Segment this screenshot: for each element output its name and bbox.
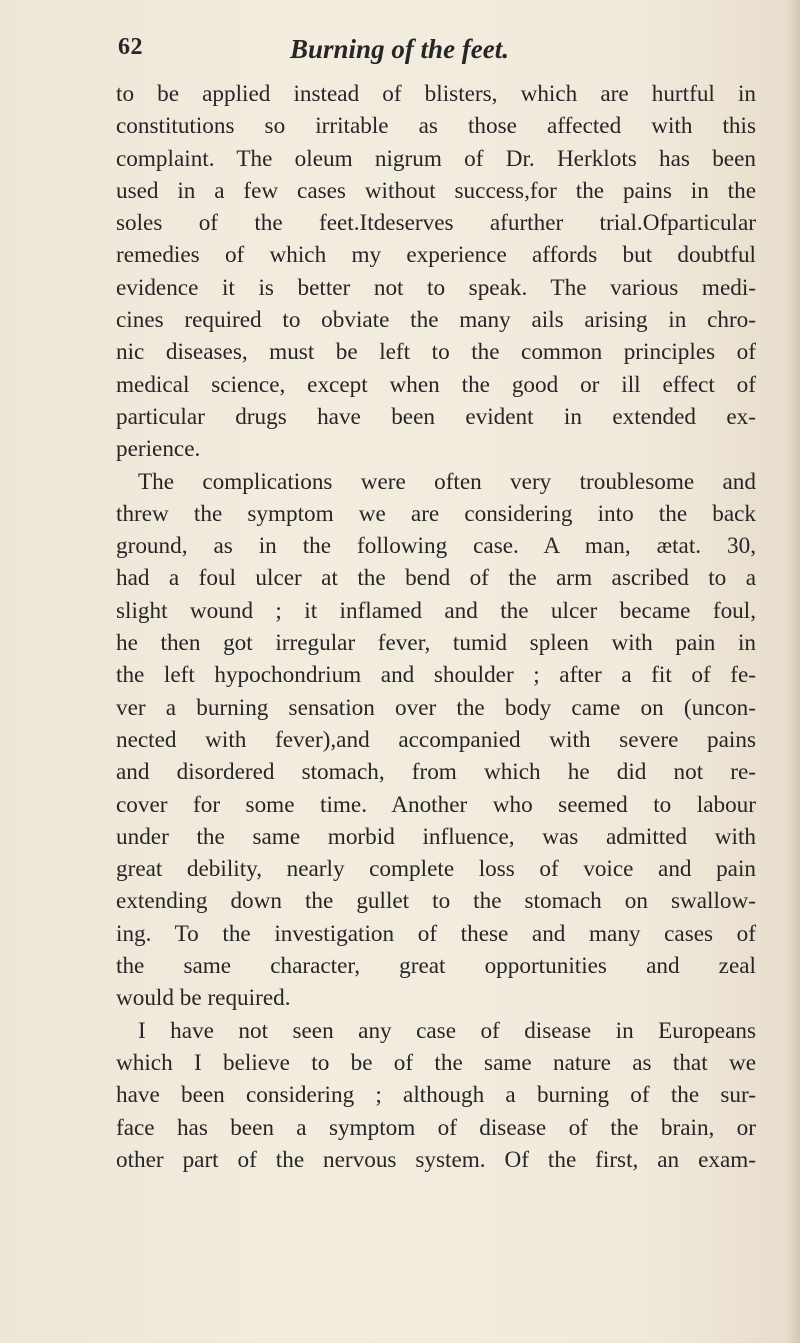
text-line: would be required. (116, 985, 291, 1012)
text-line: under the same morbid influence, was admitted with (116, 823, 756, 850)
text-line: The complications were often very troublesome and (138, 468, 756, 495)
text-line: I have not seen any case of disease in Europeans (138, 1017, 756, 1044)
text-line: which I believe to be of the same nature as that we (116, 1049, 756, 1076)
text-line: ground, as in the following case. A man, ætat. 30, (116, 533, 756, 560)
text-line: complaint. The oleum nigrum of Dr. Herklots has been (116, 145, 756, 172)
text-line: the same character, great opportunities and zeal (116, 953, 756, 980)
text-line: he then got irregular fever, tumid spleen with pain in (116, 630, 756, 657)
text-line: cines required to obviate the many ails arising in chro- (116, 307, 756, 334)
text-line: used in a few cases without success,for the pains in the (116, 177, 756, 204)
text-line: ver a burning sensation over the body came on (uncon- (116, 694, 756, 721)
text-line: other part of the nervous system. Of the first, an exam- (116, 1146, 756, 1173)
text-line: and disordered stomach, from which he did not re- (116, 759, 756, 786)
text-line: remedies of which my experience affords but doubtful (116, 242, 756, 269)
text-line: soles of the feet.Itdeserves afurther trial.Ofparticular (116, 210, 756, 237)
text-line: medical science, except when the good or ill effect of (116, 371, 756, 398)
text-line: perience. (116, 436, 201, 463)
text-line: to be applied instead of blisters, which are hurtful in (116, 81, 756, 107)
text-line: extending down the gullet to the stomach on swallow- (116, 888, 756, 915)
text-line: threw the symptom we are considering into the back (116, 500, 756, 527)
page-header (118, 34, 758, 74)
text-line: have been considering ; although a burning of the sur- (116, 1082, 756, 1109)
body-text (116, 78, 756, 1176)
page-edge-shadow (786, 0, 800, 1343)
text-line: great debility, nearly complete loss of voice and pain (116, 856, 756, 883)
text-line: nected with fever),and accompanied with severe pains (116, 726, 756, 753)
text-line: constitutions so irritable as those affected with this (116, 113, 756, 140)
text-line: slight wound ; it inflamed and the ulcer became foul, (116, 597, 756, 624)
text-line: the left hypochondrium and shoulder ; after a fit of fe- (116, 662, 756, 689)
text-line: particular drugs have been evident in extended ex- (116, 403, 756, 430)
page-number: 62 (118, 34, 143, 60)
text-line: ing. To the investigation of these and many cases of (116, 920, 756, 947)
running-title: Burning of the feet. (290, 34, 510, 64)
text-line: face has been a symptom of disease of the brain, or (116, 1114, 756, 1141)
text-line: cover for some time. Another who seemed to labour (116, 791, 756, 818)
text-line: had a foul ulcer at the bend of the arm ascribed to a (116, 565, 756, 592)
text-line: nic diseases, must be left to the common principles of (116, 339, 756, 366)
text-line: evidence it is better not to speak. The various medi- (116, 274, 756, 301)
